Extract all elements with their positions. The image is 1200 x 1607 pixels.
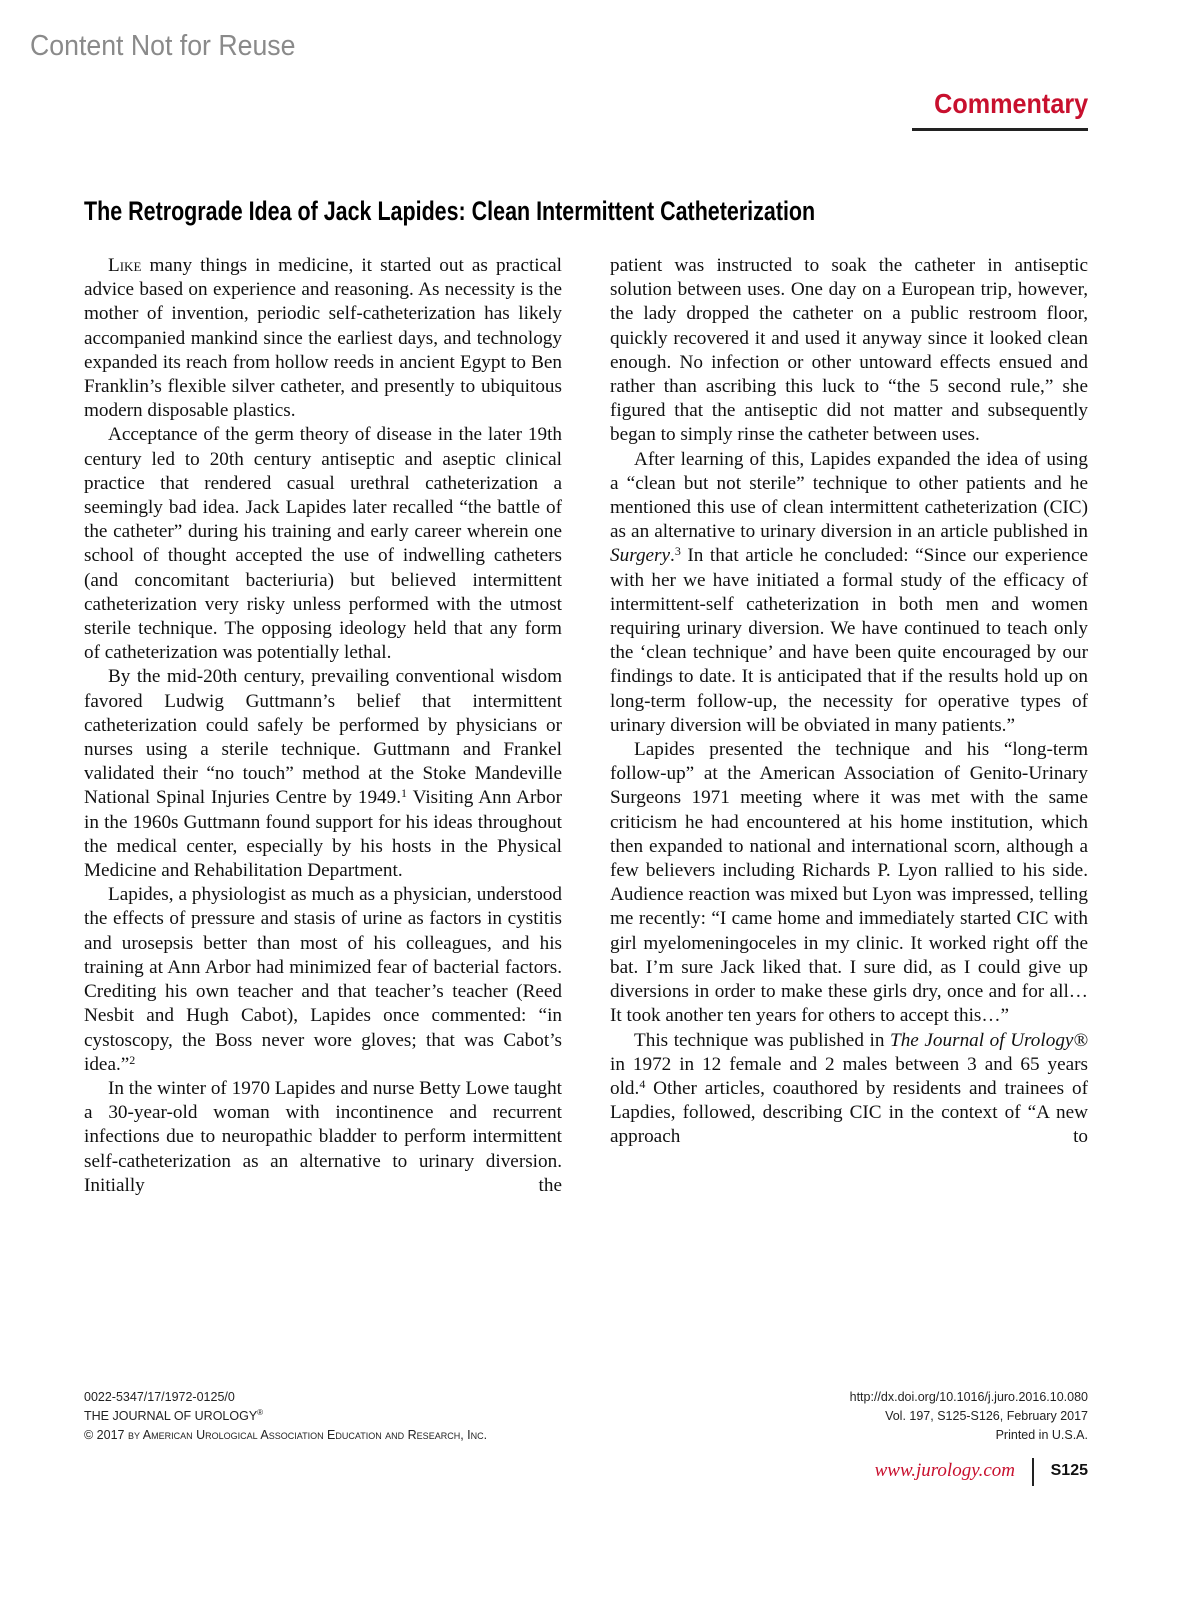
paragraph-text: After learning of this, Lapides expanded the idea of using a “clean but not sterile” technique to other patients and he mentioned this use of clean intermittent catheterization (CIC) as an alternative to urinary diversion in an article published in	[610, 448, 1088, 543]
watermark-text: Content Not for Reuse	[30, 30, 296, 62]
paragraph-4	[84, 883, 562, 1077]
footer-right	[850, 1388, 1088, 1445]
paragraph-1	[84, 254, 562, 423]
punctuation: .	[670, 545, 675, 567]
paragraph-6	[610, 448, 1088, 738]
article-title: The Retrograde Idea of Jack Lapides: Clean Intermittent Catheterization	[84, 196, 816, 226]
section-header	[917, 88, 1088, 120]
paragraph-text: Lapides, a physiologist as much as a physician, understood the effects of pressure and stasis of urine as factors in cystitis and urosepsis better than most of his colleagues, and his training at Ann Arbor had minimized fear of bacterial factors. Crediting his own teacher and that teacher’s teacher (Reed Nesbit and Hugh Cabot), Lapides once commented: “in cystoscopy, the Boss never wore gloves; that was Cabot’s idea.”	[84, 884, 562, 1075]
right-column	[610, 254, 1088, 1150]
journal-name-footer	[84, 1407, 487, 1426]
paragraph-3	[84, 665, 562, 883]
journal-title: THE JOURNAL OF UROLOGY	[84, 1409, 258, 1423]
page-number-divider	[1032, 1458, 1034, 1486]
volume-info: Vol. 197, S125-S126, February 2017	[885, 1409, 1088, 1423]
reference-4: 4	[639, 1076, 646, 1091]
paragraph-text: In that article he concluded: “Since our experience with her we have initiated a formal study of the efficacy of intermittent-self catheterization in both men and women requiring urinary diversion. We have continued to teach only the ‘clean technique’ and have been quite encouraged by our findings to date. It is anticipated that if the results hold up on long-term follow-up, the necessity for operative types of urinary diversion will be obviated in many patients.”	[610, 545, 1088, 736]
footer-left	[84, 1388, 487, 1445]
paragraph-text: Other articles, coauthored by residents and trainees of Lapdies, followed, describing CIC in the context of “A new approach to	[610, 1077, 1088, 1148]
printed-in: Printed in U.S.A.	[995, 1428, 1088, 1442]
section-label: Commentary	[933, 88, 1088, 119]
left-column	[84, 254, 562, 1198]
journal-url-link[interactable]: www.jurology.com	[874, 1460, 1015, 1481]
journal-name: The Journal of Urology®	[890, 1029, 1089, 1051]
paragraph-text: Visiting Ann Arbor in the 1960s Guttmann found support for his ideas throughout the medical center, especially by his hosts in the Physical Medicine and Rehabilitation Department.	[84, 787, 562, 882]
paragraph-text: in 1972 in 12 female and 2 males between 3 and 65 years old.	[610, 1053, 1088, 1099]
doi-link[interactable]: http://dx.doi.org/10.1016/j.juro.2016.10.080	[849, 1390, 1088, 1404]
reference-2: 2	[129, 1052, 136, 1067]
issn-code: 0022-5347/17/1972-0125/0	[84, 1390, 235, 1404]
paragraph-5-continued: patient was instructed to soak the catheter in antiseptic solution between uses. One day on a European trip, however, the lady dropped the catheter on a public restroom floor, quickly recovered it and used it anyway since it looked clean enough. No infection or other untoward effects ensued and rather than ascribing this luck to “the 5 second rule,” she figured that the antiseptic did not matter and subsequently began to simply rinse the catheter between uses.	[610, 255, 1088, 446]
paragraph-text: many things in medicine, it started out as practical advice based on experience and reasoning. As necessity is the mother of invention, periodic self-catheterization has likely accompanied mankind since the earliest days, and technology expanded its reach from hollow reeds in ancient Egypt to Ben Franklin’s flexible silver catheter, and presently to ubiquitous modern disposable plastics.	[84, 255, 562, 422]
reference-1: 1	[401, 786, 408, 801]
paragraph-8	[610, 1029, 1088, 1150]
reference-3: 3	[674, 544, 681, 559]
lead-word: Like	[108, 255, 142, 276]
section-rule-divider	[912, 128, 1088, 131]
paragraph-text: By the mid-20th century, prevailing conventional wisdom favored Ludwig Guttmann’s belief that intermittent catheterization could safely be performed by physicians or nurses using a sterile technique. Guttmann and Frankel validated their “no touch” method at the Stoke Mandeville National Spinal Injuries Centre by 1949.	[84, 666, 562, 809]
registered-mark: ®	[257, 1408, 264, 1417]
journal-name: Surgery	[610, 545, 671, 567]
paragraph-text: This technique was published in	[634, 1029, 891, 1051]
page-number: S125	[1050, 1462, 1088, 1479]
paragraph-5: In the winter of 1970 Lapides and nurse Betty Lowe taught a 30-year-old woman with incontinence and recurrent infections due to neuropathic bladder to perform intermittent self-catheterization as an alternative to urinary diversion. Initially the	[84, 1077, 562, 1196]
paragraph-2: Acceptance of the germ theory of disease in the later 19th century led to 20th century antiseptic and aseptic clinical practice that rendered casual urethral catheterization a seemingly bad idea. Jack Lapides later recalled “the battle of the catheter” during his training and early career wherein one school of thought accepted the use of indwelling catheters (and concomitant bacteriuria) but believed intermittent catheterization very risky unless performed with the utmost sterile technique. The opposing ideology held that any form of catheterization was potentially lethal.	[84, 424, 562, 664]
copyright-line: © 2017 by American Urological Association Education and Research, Inc.	[84, 1428, 488, 1442]
paragraph-7: Lapides presented the technique and his “long-term follow-up” at the American Association of Genito-Urinary Surgeons 1971 meeting where it was met with the same criticism he had encountered at his home institution, which then expanded to national and international scorn, although a few believers including Richards P. Lyon rallied to his side. Audience reaction was mixed but Lyon was impressed, telling me recently: “I came home and immediately started CIC with girl myelomeningoceles in my clinic. It worked right off the bat. I’m sure Jack liked that. I sure did, as I could give up diversions in order to make these girls dry, once and for all… It took another ten years for others to accept this…”	[610, 739, 1088, 1027]
